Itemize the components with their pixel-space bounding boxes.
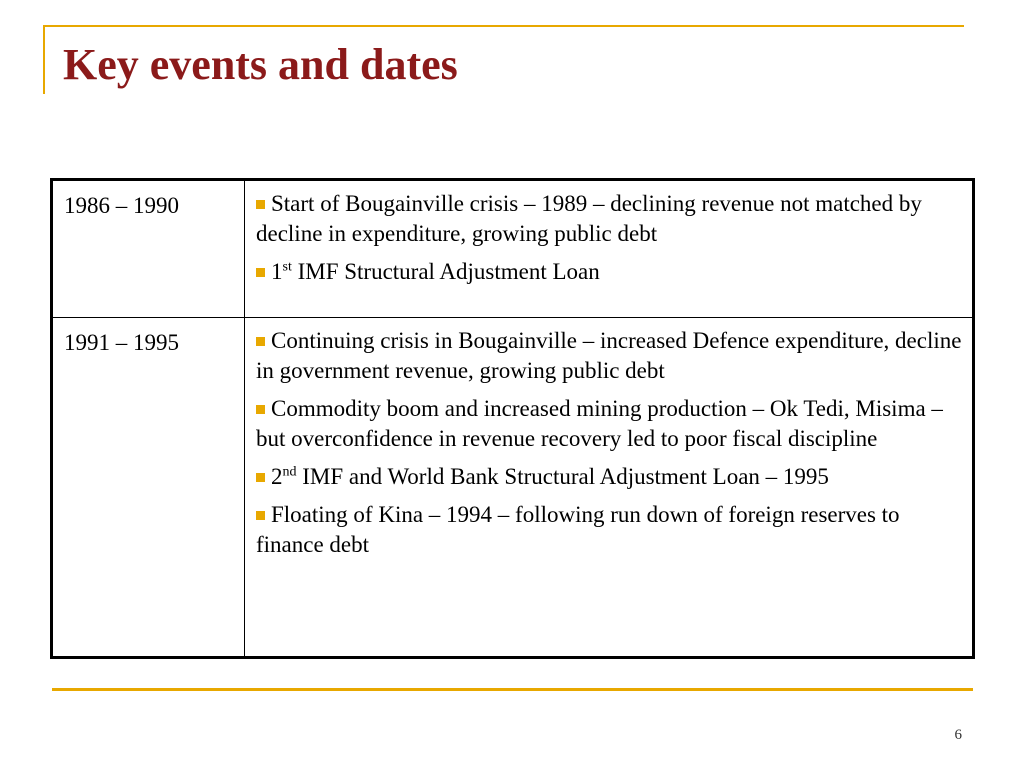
square-bullet-icon [256,473,265,482]
event-bullet [256,462,962,492]
side-accent-rule [43,25,45,94]
event-bullet [256,500,962,560]
page-number: 6 [954,727,962,743]
event-text: IMF and World Bank Structural Adjustment Loan – 1995 [296,464,829,489]
event-text-prefix: 1 [271,259,283,284]
event-bullet [256,394,962,454]
bottom-accent-rule [52,688,973,691]
period-cell: 1986 – 1990 [52,180,245,318]
square-bullet-icon [256,268,265,277]
square-bullet-icon [256,337,265,346]
top-accent-rule [43,25,964,27]
event-text-prefix: 2 [271,464,283,489]
events-table [50,178,975,659]
event-text: Floating of Kina – 1994 – following run down of foreign reserves to finance debt [256,502,900,557]
table-row [52,318,974,658]
events-cell [245,318,974,658]
events-cell [245,180,974,318]
square-bullet-icon [256,511,265,520]
ordinal-suffix: nd [282,464,297,480]
square-bullet-icon [256,200,265,209]
event-bullet [256,257,962,287]
event-text: IMF Structural Adjustment Loan [291,259,600,284]
event-bullet [256,326,962,386]
table-row [52,180,974,318]
event-bullet [256,189,962,249]
event-text: Commodity boom and increased mining production – Ok Tedi, Misima – but overconfidence in revenue recovery led to poor fiscal discipline [256,396,943,451]
ordinal-suffix: st [282,259,292,275]
slide-title: Key events and dates [63,40,458,89]
square-bullet-icon [256,405,265,414]
period-cell: 1991 – 1995 [52,318,245,658]
event-text: Continuing crisis in Bougainville – increased Defence expenditure, decline in government revenue, growing public debt [256,328,962,383]
event-text: Start of Bougainville crisis – 1989 – declining revenue not matched by decline in expenditure, growing public debt [256,191,922,246]
